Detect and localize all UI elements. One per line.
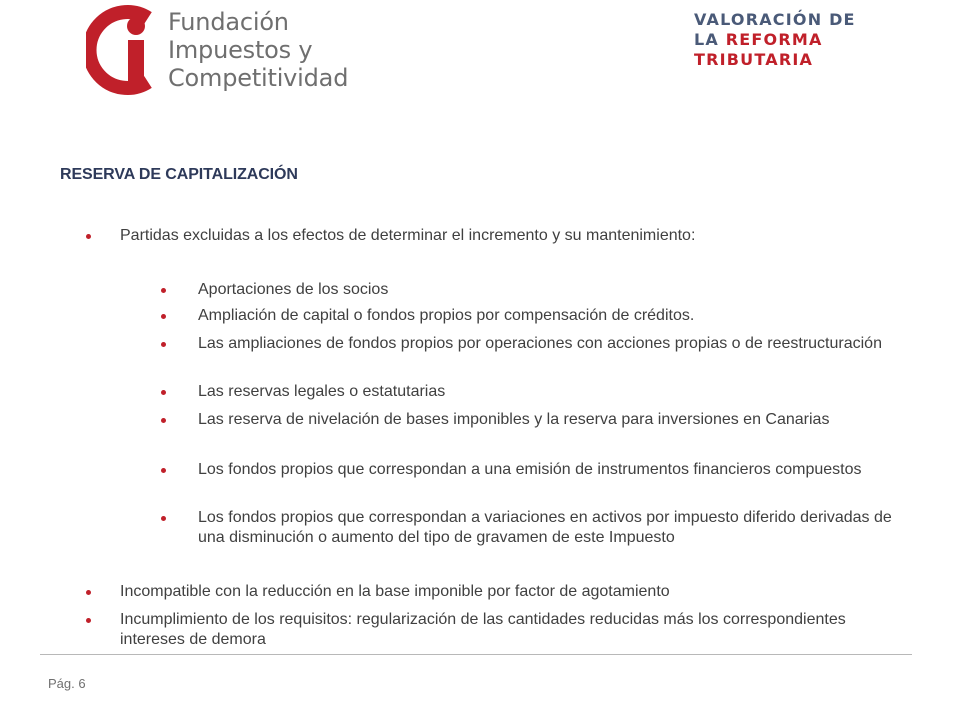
sub-point: [198, 410, 898, 430]
page-number: Pág. 6: [48, 676, 86, 691]
bullet-dot-icon: [86, 590, 91, 595]
bullet-dot-icon: [161, 516, 166, 521]
sub-point-text: Los fondos propios que correspondan a una emisión de instrumentos financieros compuestos: [198, 461, 862, 478]
main-point-text: Incumplimiento de los requisitos: regularización de las cantidades reducidas más los correspondientes intereses de demora: [120, 611, 846, 648]
sub-point-text: Las ampliaciones de fondos propios por operaciones con acciones propias o de reestructuración: [198, 335, 882, 352]
logo-line-2: Impuestos y: [168, 36, 313, 64]
main-point: [120, 226, 880, 246]
bullet-dot-icon: [161, 342, 166, 347]
sub-point-text: Las reserva de nivelación de bases imponibles y la reserva para inversiones en Canarias: [198, 411, 830, 428]
sub-point-text: Ampliación de capital o fondos propios por compensación de créditos.: [198, 307, 695, 324]
sub-point: [198, 280, 898, 300]
section-heading: RESERVA DE CAPITALIZACIÓN: [60, 166, 298, 183]
bullet-dot-icon: [86, 618, 91, 623]
sub-point-text: Las reservas legales o estatutarias: [198, 383, 446, 400]
sub-point: [198, 334, 898, 354]
sub-point-text: Los fondos propios que correspondan a variaciones en activos por impuesto diferido derivadas de una disminución o aumento del tipo de gravamen de este Impuesto: [198, 509, 892, 546]
sub-point: [198, 460, 898, 480]
main-point-text: Incompatible con la reducción en la base imponible por factor de agotamiento: [120, 583, 670, 600]
logo-line-3: Competitividad: [168, 64, 349, 92]
main-point: [120, 582, 880, 602]
sub-point: [198, 306, 898, 326]
bullet-dot-icon: [161, 288, 166, 293]
bullet-dot-icon: [161, 390, 166, 395]
footer-divider: [40, 654, 912, 655]
sub-point: [198, 508, 898, 548]
title-line-2-highlight: REFORMA: [725, 30, 823, 49]
bullet-dot-icon: [86, 234, 91, 239]
main-point-text: Partidas excluidas a los efectos de determinar el incremento y su mantenimiento:: [120, 227, 696, 244]
logo-line-1: Fundación: [168, 8, 289, 36]
sub-point-text: Aportaciones de los socios: [198, 281, 389, 298]
bullet-dot-icon: [161, 468, 166, 473]
main-point: [120, 610, 880, 650]
sub-point: [198, 382, 898, 402]
title-line-2-prefix: LA: [694, 30, 726, 49]
title-line-3: TRIBUTARIA: [694, 50, 814, 69]
bullet-dot-icon: [161, 418, 166, 423]
bullet-dot-icon: [161, 314, 166, 319]
title-line-1: VALORACIÓN DE: [694, 10, 856, 29]
